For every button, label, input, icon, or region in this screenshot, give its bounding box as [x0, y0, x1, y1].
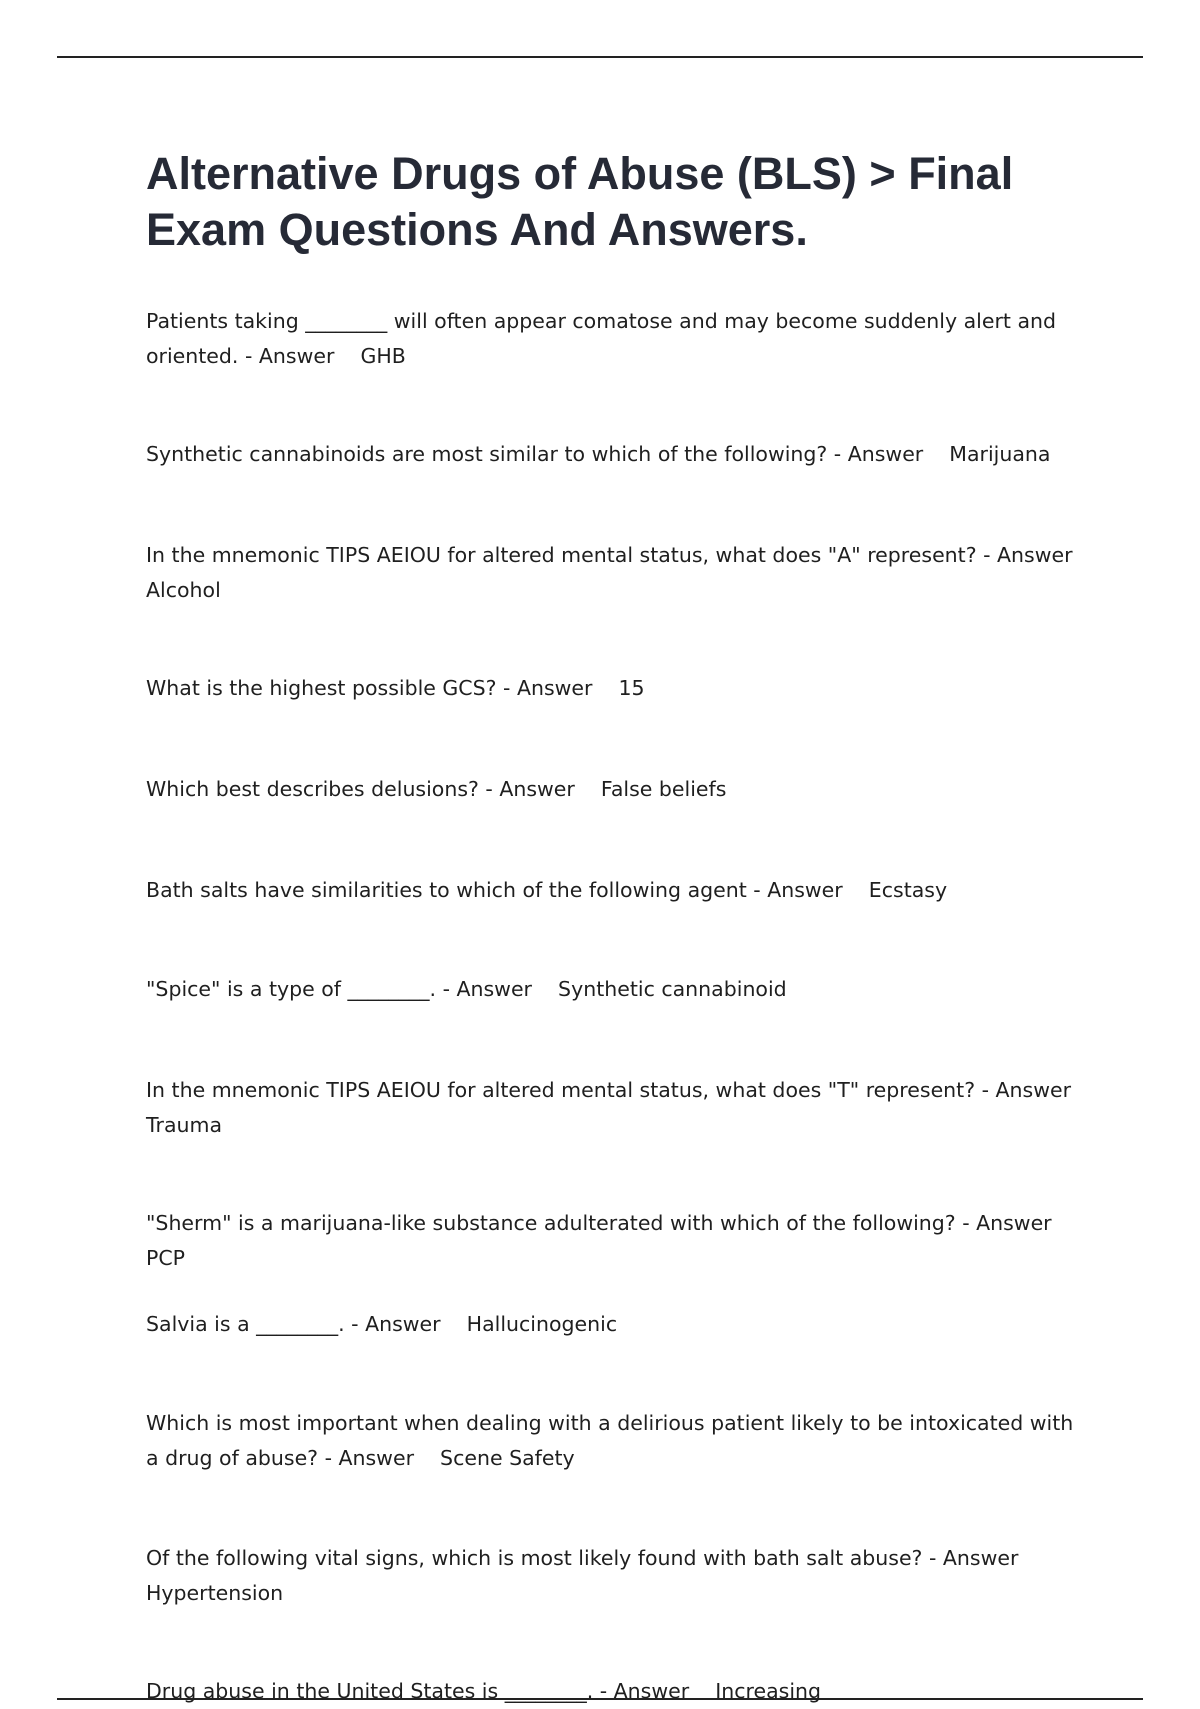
qa-item-1: Patients taking ________ will often appear comatose and may become suddenly alert and oriented. - Answer GHB [146, 309, 1063, 368]
qa-item-11: Which is most important when dealing with a delirious patient likely to be intoxicated with a drug of abuse? - Answer Scene Safety [146, 1411, 1080, 1470]
page-title: Alternative Drugs of Abuse (BLS) > Final Exam Questions And Answers. [146, 148, 1014, 255]
qa-item-8: In the mnemonic TIPS AEIOU for altered mental status, what does "T" represent? - Answer Trauma [146, 1078, 1098, 1137]
qa-item-7: "Spice" is a type of ________. - Answer Synthetic cannabinoid [146, 977, 787, 1001]
qa-item-2: Synthetic cannabinoids are most similar to which of the following? - Answer Marijuana [146, 442, 1051, 466]
top-rule [57, 56, 1143, 58]
qa-item-9: "Sherm" is a marijuana-like substance adulterated with which of the following? - Answer PCP [146, 1211, 1078, 1270]
qa-item-3: In the mnemonic TIPS AEIOU for altered mental status, what does "A" represent? - Answer Alcohol [146, 543, 1099, 602]
qa-item-5: Which best describes delusions? - Answer False beliefs [146, 777, 727, 801]
qa-item-12: Of the following vital signs, which is most likely found with bath salt abuse? - Answer Hypertension [146, 1546, 1045, 1605]
qa-item-10: Salvia is a ________. - Answer Hallucinogenic [146, 1312, 618, 1336]
qa-item-4: What is the highest possible GCS? - Answer 15 [146, 676, 645, 700]
qa-item-13: Drug abuse in the United States is ________. - Answer Increasing [146, 1679, 822, 1703]
qa-item-6: Bath salts have similarities to which of the following agent - Answer Ecstasy [146, 878, 948, 902]
